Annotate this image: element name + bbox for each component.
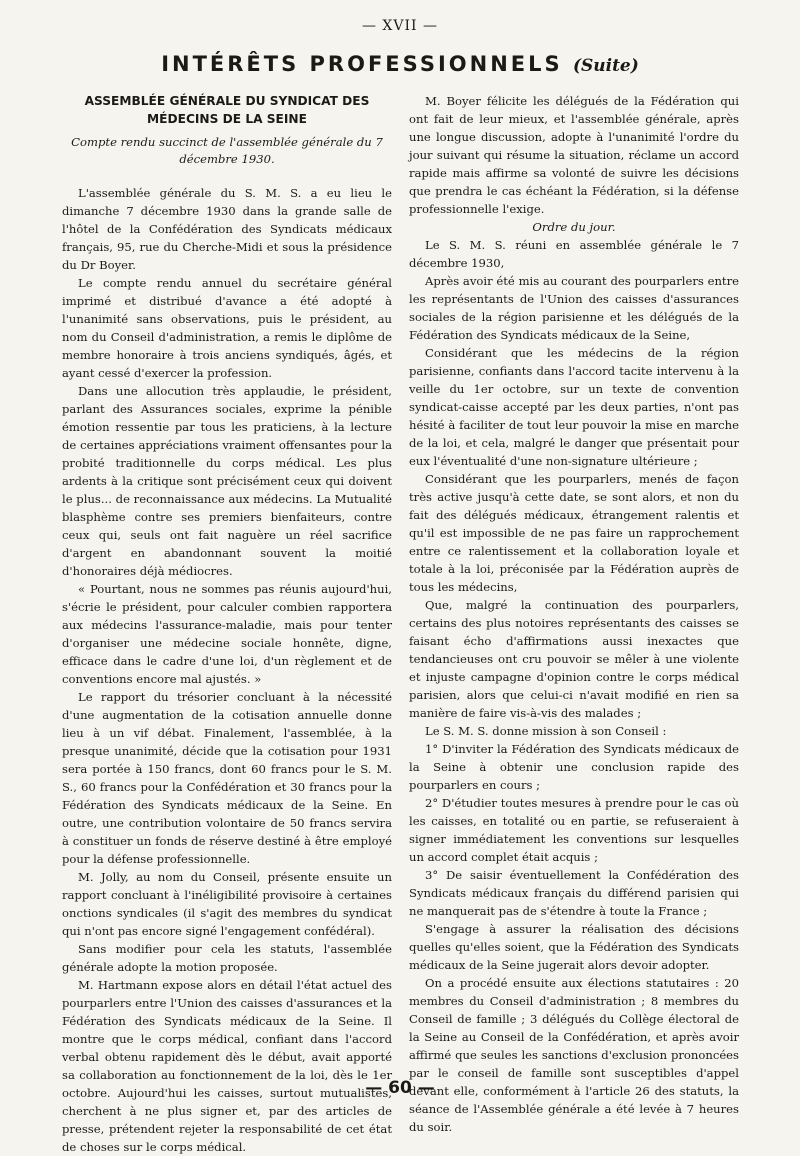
paragraph: Dans une allocution très applaudie, le président, parlant des Assurances sociales, exprime la pénible émotion ressentie par tous les praticiens, à la lecture de certaines appréciations vraiment offensantes pour la probité traditionnelle du corps médical. Les plus ardents à la critique sont précisément ceux qui doivent le plus... de reconnaissance aux médecins. La Mutualité blasphème contre ses premiers bienfaiteurs, contre ceux qui, seuls ont fait naguère un réel sacrifice d'argent en abandonnant souvent la moitié d'honoraires déjà médiocres.	[62, 384, 392, 578]
paragraph: M. Jolly, au nom du Conseil, présente ensuite un rapport concluant à l'inéligibilité provisoire à certaines onctions syndicales (il s'agit des membres du syndicat qui n'ont pas encore signé l'engagement confédéral).	[62, 870, 392, 938]
paragraph: « Pourtant, nous ne sommes pas réunis aujourd'hui, s'écrie le président, pour calculer combien rapportera aux médecins l'assurance-maladie, mais pour tenter d'organiser une médecine sociale honnête, digne, efficace dans le cadre d'une loi, d'un règlement et de conventions encore mal ajustés. »	[62, 582, 392, 686]
paragraph: Considérant que les pourparlers, menés de façon très active jusqu'à cette date, se sont alors, et non du fait des délégués médicaux, étrangement ralentis et qu'il est impossible de ne pas faire un rapprochement entre ce ralentissement et la collaboration loyale et totale à la loi, préconisée par la Fédération auprès de tous les médecins,	[409, 472, 739, 594]
ordre-du-jour-heading: Ordre du jour.	[532, 220, 616, 234]
paragraph: Après avoir été mis au courant des pourparlers entre les représentants de l'Union des caisses d'assurances sociales de la région parisienne et les délégués de la Fédération des Syndicats médicaux de la Seine,	[409, 274, 739, 342]
page-number-roman: — XVII —	[361, 18, 439, 34]
right-column	[409, 92, 739, 1136]
left-paragraphs	[62, 184, 392, 1156]
paragraph: On a procédé ensuite aux élections statutaires : 20 membres du Conseil d'administration ; 8 membres du Conseil de famille ; 3 délégués du Collège électoral de la Seine au Conseil de la Confédération, et après avoir affirmé que seules les sanctions d'exclusion prononcées par le conseil de famille sont susceptibles d'appel devant elle, conformément à l'article 26 des statuts, la séance de l'Assemblée générale a été levée à 7 heures du soir.	[409, 976, 739, 1134]
article-heading: ASSEMBLÉE GÉNÉRALE DU SYNDICAT DES MÉDECINS DE LA SEINE	[84, 94, 370, 126]
paragraph: Sans modifier pour cela les statuts, l'assemblée générale adopte la motion proposée.	[62, 942, 392, 974]
left-column	[62, 92, 392, 1156]
paragraph: 3° De saisir éventuellement la Confédération des Syndicats médicaux français du différend parisien qui ne manquerait pas de s'étendre à toute la France ;	[409, 868, 739, 918]
article-subheading: Compte rendu succinct de l'assemblée générale du 7 décembre 1930.	[71, 135, 383, 166]
paragraph: Le compte rendu annuel du secrétaire général imprimé et distribué d'avance a été adopté à l'unanimité sans observations, puis le président, au nom du Conseil d'administration, a remis le diplôme de membre honoraire à trois anciens syndiqués, âgés, et ayant cessé d'exercer la profession.	[62, 276, 392, 380]
page-title-suffix: (Suite)	[572, 56, 639, 76]
right-paragraphs-after	[409, 236, 739, 1136]
paragraph: 1° D'inviter la Fédération des Syndicats médicaux de la Seine à obtenir une conclusion rapide des pourparlers en cours ;	[409, 742, 739, 792]
paragraph: Le rapport du trésorier concluant à la nécessité d'une augmentation de la cotisation annuelle donne lieu à un vif débat. Finalement, l'assemblée, à la presque unanimité, décide que la cotisation pour 1931 sera portée à 150 francs, dont 60 francs pour le S. M. S., 60 francs pour la Confédération et 30 francs pour la Fédération des Syndicats médicaux de la Seine. En outre, une contribution volontaire de 50 francs servira à constituer un fonds de réserve destiné à être employé pour la défense professionnelle.	[62, 690, 392, 866]
page-title	[0, 52, 800, 76]
paragraph: Que, malgré la continuation des pourparlers, certains des plus notoires représentants des caisses se faisant écho d'affirmations aussi inexactes que tendancieuses ont cru pouvoir se mêler à une violente et injuste campagne d'opinion contre le corps médical parisien, alors que celui-ci n'avait modifié en rien sa manière de faire vis-à-vis des malades ;	[409, 598, 739, 720]
paragraph: S'engage à assurer la réalisation des décisions quelles qu'elles soient, que la Fédération des Syndicats médicaux de la Seine jugerait alors devoir adopter.	[409, 922, 739, 972]
page-title-text: INTÉRÊTS PROFESSIONNELS	[161, 52, 563, 76]
paragraph: M. Boyer félicite les délégués de la Fédération qui ont fait de leur mieux, et l'assemblée générale, après une longue discussion, adopte à l'unanimité l'ordre du jour suivant qui résume la situation, réclame un accord rapide mais affirme sa volonté de suivre les décisions que prendra le cas échéant la Fédération, si la défense professionnelle l'exige.	[409, 94, 739, 216]
paragraph: 2° D'étudier toutes mesures à prendre pour le cas où les caisses, en totalité ou en partie, se refuseraient à signer immédiatement les conventions sur lesquelles un accord complet était acquis ;	[409, 796, 739, 864]
paragraph: M. Hartmann expose alors en détail l'état actuel des pourparlers entre l'Union des caisses d'assurances et la Fédération des Syndicats médicaux de la Seine. Il montre que le corps médical, confiant dans l'accord verbal obtenu rapidement dès le début, avait apporté sa collaboration au fonctionnement de la loi, dès le 1er octobre. Aujourd'hui les caisses, surtout mutualistes, cherchent à ne plus signer et, par des articles de presse, prétendent rejeter la responsabilité de cet état de choses sur le corps médical.	[62, 978, 392, 1154]
paragraph: Le S. M. S. réuni en assemblée générale le 7 décembre 1930,	[409, 238, 739, 270]
paragraph: Considérant que les médecins de la région parisienne, confiants dans l'accord tacite intervenu à la veille du 1er octobre, sur un texte de convention syndicat-caisse accepté par les deux parties, n'ont pas hésité à faciliter de tout leur pouvoir la mise en marche de la loi, et cela, malgré le danger que présentait pour eux l'éventualité d'une non-signature ultérieure ;	[409, 346, 739, 468]
paragraph: Le S. M. S. donne mission à son Conseil :	[425, 724, 667, 738]
paragraph: L'assemblée générale du S. M. S. a eu lieu le dimanche 7 décembre 1930 dans la grande salle de l'hôtel de la Confédération des Syndicats médicaux français, 95, rue du Cherche-Midi et sous la présidence du Dr Boyer.	[62, 186, 392, 272]
page-number-bottom: — 60 —	[365, 1078, 435, 1098]
right-paragraphs-before	[409, 92, 739, 218]
